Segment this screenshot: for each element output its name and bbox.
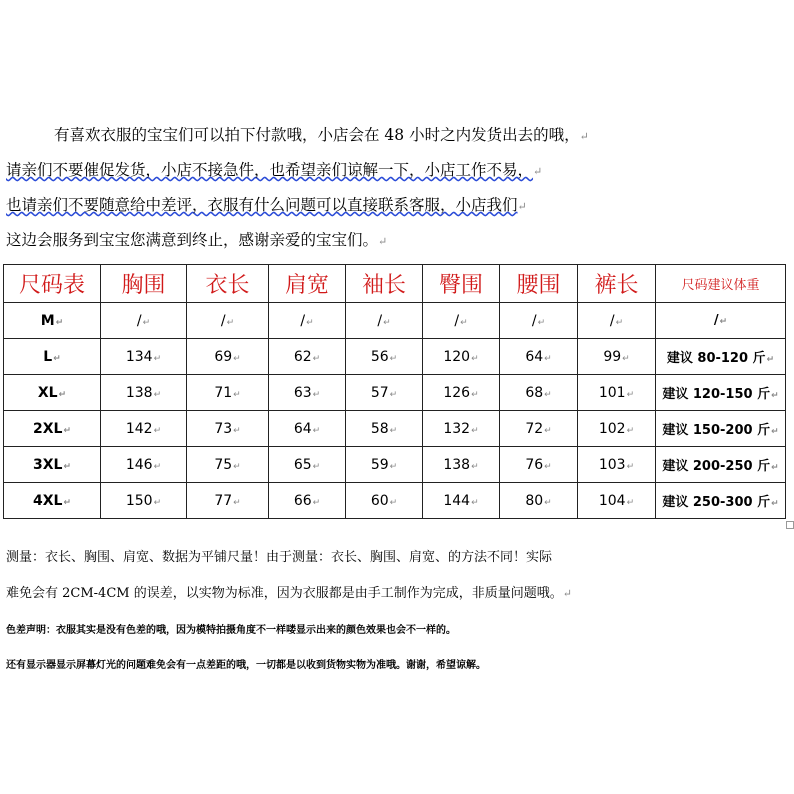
cell-end-mark-icon: ↵: [537, 317, 546, 328]
measurement-cell: [500, 339, 578, 375]
cell-text: 142: [125, 420, 153, 437]
measurement-cell: [346, 447, 423, 483]
cell-text: 64: [293, 420, 312, 437]
measurement-cell: [500, 483, 578, 519]
cell-end-mark-icon: ↵: [233, 425, 241, 436]
cell-end-mark-icon: ↵: [389, 497, 398, 508]
measure-note-line-1: 测量：衣长、胸围、肩宽、数据为平铺尺量！由于测量：衣长、胸围、肩宽、的方法不同！实际: [6, 550, 553, 565]
cell-text: 104: [598, 492, 626, 509]
intro-line-2: 请亲们不要催促发货，小店不接急件，也希望亲们谅解一下，小店工作不易，↵: [6, 161, 543, 179]
cell-text: 63: [293, 384, 312, 401]
cell-end-mark-icon: ↵: [544, 353, 552, 364]
cell-text: 75: [214, 456, 233, 473]
cell-text: 2XL: [32, 420, 63, 437]
cell-end-mark-icon: ↵: [53, 353, 61, 364]
cell-end-mark-icon: ↵: [58, 389, 67, 400]
cell-text: 99: [603, 348, 622, 365]
measurement-cell: [269, 303, 346, 339]
cell-text: 132: [443, 420, 471, 437]
header-cell: 尺码表: [4, 265, 101, 303]
cell-end-mark-icon: ↵: [471, 497, 479, 508]
cell-end-mark-icon: ↵: [471, 353, 479, 364]
weight-recommendation-cell: [656, 375, 786, 411]
cell-text: 65: [293, 456, 312, 473]
size-label-cell: [4, 411, 101, 447]
intro-line-3: 也请亲们不要随意给中差评，衣服有什么问题可以直接联系客服，小店我们↵: [6, 196, 527, 214]
cell-text: /: [713, 313, 719, 328]
cell-end-mark-icon: ↵: [153, 497, 162, 508]
cell-end-mark-icon: ↵: [626, 389, 635, 400]
weight-recommendation-cell: [656, 411, 786, 447]
cell-end-mark-icon: ↵: [389, 389, 398, 400]
measurement-cell: [187, 447, 269, 483]
cell-end-mark-icon: ↵: [626, 425, 635, 436]
cell-text: 68: [525, 384, 544, 401]
size-label-cell: [4, 339, 101, 375]
cell-end-mark-icon: ↵: [63, 425, 71, 436]
cell-text: 69: [214, 348, 233, 365]
measurement-cell: [346, 375, 423, 411]
table-row: [4, 339, 786, 375]
measurement-cell: [578, 411, 656, 447]
cell-end-mark-icon: ↵: [471, 389, 479, 400]
cell-text: 56: [370, 348, 389, 365]
weight-recommendation-cell: [656, 447, 786, 483]
measurement-cell: [187, 411, 269, 447]
cell-text: 71: [214, 384, 233, 401]
cell-text: 建议 80-120 斤: [666, 351, 766, 366]
table-resize-handle[interactable]: [786, 521, 794, 529]
measurement-cell: [423, 447, 500, 483]
measurement-cell: [269, 483, 346, 519]
cell-text: 103: [598, 456, 626, 473]
cell-text: 77: [214, 492, 233, 509]
paragraph-mark-icon: ↵: [378, 235, 388, 248]
header-cell: 肩宽: [269, 265, 346, 303]
header-cell: 尺码建议体重: [656, 265, 786, 303]
measurement-cell: [101, 411, 187, 447]
table-row: [4, 447, 786, 483]
header-cell: 腰围: [500, 265, 578, 303]
table-row: [4, 303, 786, 339]
size-label-cell: [4, 375, 101, 411]
size-label-cell: [4, 303, 101, 339]
measurement-cell: [423, 375, 500, 411]
cell-end-mark-icon: ↵: [771, 391, 779, 401]
measurement-cell: [423, 303, 500, 339]
measurement-cell: [346, 483, 423, 519]
cell-end-mark-icon: ↵: [142, 317, 151, 328]
cell-end-mark-icon: ↵: [233, 497, 241, 508]
cell-end-mark-icon: ↵: [771, 499, 779, 509]
cell-text: 120: [443, 348, 471, 365]
cell-text: 57: [370, 384, 389, 401]
measurement-cell: [500, 303, 578, 339]
measurement-cell: [101, 339, 187, 375]
table-row: [4, 375, 786, 411]
cell-text: 62: [293, 348, 312, 365]
cell-end-mark-icon: ↵: [312, 353, 321, 364]
cell-text: 3XL: [32, 456, 63, 473]
measurement-cell: [269, 339, 346, 375]
paragraph-mark-icon: ↵: [533, 165, 543, 178]
measurement-cell: [346, 303, 423, 339]
cell-text: /: [454, 312, 460, 329]
cell-text: 144: [443, 492, 471, 509]
table-header-row: [4, 265, 786, 303]
cell-end-mark-icon: ↵: [233, 353, 241, 364]
measurement-cell: [578, 303, 656, 339]
cell-end-mark-icon: ↵: [55, 317, 64, 328]
cell-text: 建议 150-200 斤: [662, 423, 771, 438]
size-label-cell: [4, 483, 101, 519]
cell-end-mark-icon: ↵: [626, 461, 635, 472]
cell-text: 58: [370, 420, 389, 437]
measurement-cell: [578, 375, 656, 411]
cell-end-mark-icon: ↵: [544, 425, 552, 436]
header-cell: 胸围: [101, 265, 187, 303]
measurement-cell: [187, 375, 269, 411]
measurement-cell: [269, 411, 346, 447]
cell-end-mark-icon: ↵: [544, 461, 552, 472]
cell-text: 76: [525, 456, 544, 473]
cell-end-mark-icon: ↵: [766, 355, 775, 365]
cell-text: 138: [125, 384, 153, 401]
header-cell: 衣长: [187, 265, 269, 303]
display-note-line: 还有显示器显示屏幕灯光的问题难免会有一点差距的哦，一切都是以收到货物实物为准哦。谢谢，希望谅解。: [6, 660, 486, 671]
cell-text: 146: [125, 456, 153, 473]
measurement-cell: [423, 483, 500, 519]
cell-end-mark-icon: ↵: [719, 317, 728, 327]
cell-end-mark-icon: ↵: [153, 353, 162, 364]
cell-end-mark-icon: ↵: [306, 317, 314, 328]
cell-text: 138: [443, 456, 471, 473]
measurement-cell: [578, 447, 656, 483]
measurement-cell: [346, 339, 423, 375]
cell-text: L: [43, 348, 53, 365]
cell-end-mark-icon: ↵: [626, 497, 635, 508]
size-label-cell: [4, 447, 101, 483]
cell-text: 134: [125, 348, 153, 365]
cell-text: 80: [525, 492, 544, 509]
color-note-line: 色差声明：衣服其实是没有色差的哦，因为模特拍摄角度不一样喽显示出来的颜色效果也会不一样的。: [6, 625, 456, 636]
cell-end-mark-icon: ↵: [312, 425, 321, 436]
measurement-cell: [346, 411, 423, 447]
measurement-cell: [187, 303, 269, 339]
cell-end-mark-icon: ↵: [544, 497, 552, 508]
measurement-cell: [578, 483, 656, 519]
weight-recommendation-cell: [656, 339, 786, 375]
cell-end-mark-icon: ↵: [383, 317, 391, 328]
cell-text: 150: [125, 492, 153, 509]
measurement-cell: [187, 483, 269, 519]
header-cell: 袖长: [346, 265, 423, 303]
measurement-cell: [101, 447, 187, 483]
cell-text: /: [136, 312, 142, 329]
cell-text: M: [40, 312, 55, 329]
cell-end-mark-icon: ↵: [389, 425, 398, 436]
cell-end-mark-icon: ↵: [622, 353, 630, 364]
cell-end-mark-icon: ↵: [471, 461, 479, 472]
measure-note-line-2: 难免会有 2CM-4CM 的误差，以实物为标准，因为衣服都是由手工制作为完成，非质量问题哦。↵: [6, 586, 572, 601]
cell-end-mark-icon: ↵: [544, 389, 552, 400]
measurement-cell: [269, 447, 346, 483]
cell-end-mark-icon: ↵: [615, 317, 624, 328]
cell-text: 59: [370, 456, 389, 473]
measurement-cell: [500, 411, 578, 447]
cell-end-mark-icon: ↵: [389, 353, 398, 364]
cell-text: /: [609, 312, 615, 329]
header-cell: 臀围: [423, 265, 500, 303]
measurement-cell: [187, 339, 269, 375]
cell-text: /: [220, 312, 226, 329]
cell-text: /: [377, 312, 383, 329]
cell-end-mark-icon: ↵: [312, 389, 321, 400]
table-row: [4, 483, 786, 519]
weight-recommendation-cell: [656, 483, 786, 519]
size-chart-table: [3, 264, 786, 519]
cell-text: XL: [37, 384, 58, 401]
cell-end-mark-icon: ↵: [226, 317, 235, 328]
weight-recommendation-cell: [656, 303, 786, 339]
cell-text: 建议 200-250 斤: [662, 459, 771, 474]
cell-end-mark-icon: ↵: [153, 461, 162, 472]
measurement-cell: [101, 303, 187, 339]
intro-paragraph: [6, 118, 786, 258]
cell-end-mark-icon: ↵: [233, 461, 241, 472]
intro-line-1: 有喜欢衣服的宝宝们可以拍下付款哦，小店会在 48 小时之内发货出去的哦，↵: [54, 126, 589, 144]
measurement-cell: [578, 339, 656, 375]
header-cell: 裤长: [578, 265, 656, 303]
table-row: [4, 411, 786, 447]
measurement-cell: [101, 375, 187, 411]
paragraph-mark-icon: ↵: [562, 587, 572, 600]
cell-end-mark-icon: ↵: [153, 425, 162, 436]
cell-text: 126: [443, 384, 471, 401]
cell-text: 4XL: [32, 492, 63, 509]
cell-text: 建议 250-300 斤: [662, 495, 771, 510]
cell-end-mark-icon: ↵: [153, 389, 162, 400]
cell-text: /: [531, 312, 537, 329]
cell-text: 102: [598, 420, 626, 437]
cell-end-mark-icon: ↵: [771, 463, 779, 473]
cell-end-mark-icon: ↵: [312, 461, 321, 472]
cell-end-mark-icon: ↵: [233, 389, 241, 400]
intro-line-4: 这边会服务到宝宝您满意到终止，感谢亲爱的宝宝们。↵: [6, 231, 388, 249]
cell-end-mark-icon: ↵: [471, 425, 479, 436]
cell-end-mark-icon: ↵: [63, 461, 71, 472]
measurement-cell: [500, 447, 578, 483]
cell-end-mark-icon: ↵: [460, 317, 468, 328]
measurement-cell: [500, 375, 578, 411]
cell-text: 101: [598, 384, 626, 401]
cell-end-mark-icon: ↵: [312, 497, 321, 508]
cell-text: 73: [214, 420, 233, 437]
measurement-cell: [423, 411, 500, 447]
cell-end-mark-icon: ↵: [389, 461, 398, 472]
measurement-cell: [101, 483, 187, 519]
measurement-cell: [269, 375, 346, 411]
cell-text: /: [300, 312, 306, 329]
cell-end-mark-icon: ↵: [63, 497, 71, 508]
cell-text: 60: [370, 492, 389, 509]
paragraph-mark-icon: ↵: [517, 200, 527, 213]
cell-end-mark-icon: ↵: [771, 427, 779, 437]
cell-text: 建议 120-150 斤: [662, 387, 771, 402]
measurement-cell: [423, 339, 500, 375]
paragraph-mark-icon: ↵: [579, 130, 589, 143]
cell-text: 64: [525, 348, 544, 365]
cell-text: 66: [293, 492, 312, 509]
cell-text: 72: [525, 420, 544, 437]
